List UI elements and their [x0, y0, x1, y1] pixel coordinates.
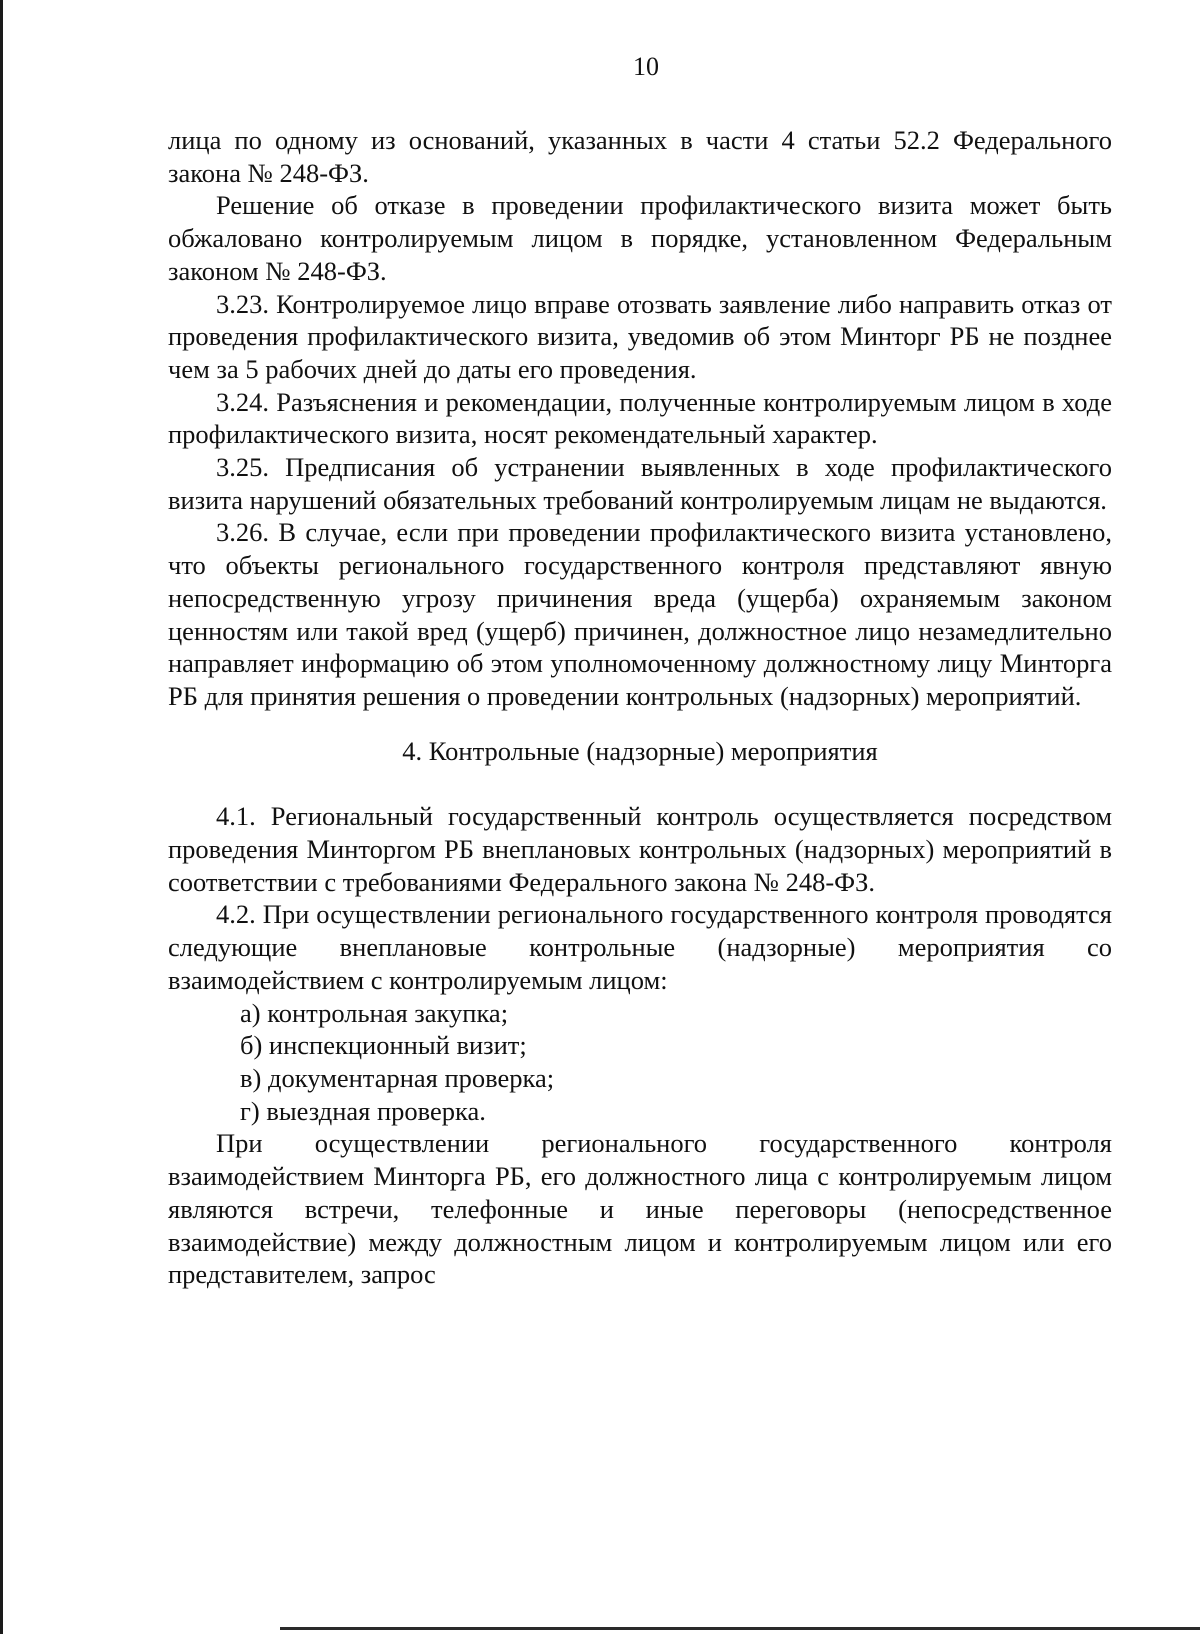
paragraph-4-1: 4.1. Региональный государственный контроль осуществляется посредством проведения Минторгом РБ внеплановых контрольных (надзорных) мероприятий в соответствии с требованиями Федерального закона № 248-ФЗ.	[168, 801, 1112, 897]
paragraph-4-2: 4.2. При осуществлении регионального государственного контроля проводятся следующие внеплановые контрольные (надзорные) мероприятия со взаимодействием с контролируемым лицом:	[168, 899, 1112, 995]
document-body	[168, 124, 1112, 1291]
list-item-b: б) инспекционный визит;	[240, 1030, 527, 1061]
list-item-g: г) выездная проверка.	[240, 1095, 486, 1126]
scan-left-edge	[0, 0, 3, 1634]
paragraph-3-25: 3.25. Предписания об устранении выявленных в ходе профилактического визита нарушений обязательных требований контролируемым лицам не выдаются.	[168, 452, 1112, 515]
list-item-v: в) документарная проверка;	[240, 1062, 555, 1093]
list-item-a: а) контрольная закупка;	[240, 997, 509, 1028]
paragraph-interaction: При осуществлении регионального государственного контроля взаимодействием Минторга РБ, его должностного лица с контролируемым лицом являются встречи, телефонные и иные переговоры (непосредственное взаимодействие) между должностным лицом и контролируемым лицом или его представителем, запрос	[168, 1128, 1112, 1290]
page-number: 10	[633, 52, 659, 81]
scan-bottom-edge	[280, 1627, 1200, 1630]
paragraph-refusal-appeal: Решение об отказе в проведении профилактического визита может быть обжаловано контролируемым лицом в порядке, установленном Федеральным законом № 248-ФЗ.	[168, 190, 1112, 286]
section-heading: 4. Контрольные (надзорные) мероприятия	[402, 735, 878, 766]
paragraph-3-26: 3.26. В случае, если при проведении профилактического визита установлено, что объекты регионального государственного контроля представляют явную непосредственную угрозу причинения вреда (ущерба) охраняемым законом ценностям или такой вред (ущерб) причинен, должностное лицо незамедлительно направляет информацию об этом уполномоченному должностному лицу Минторга РБ для принятия решения о проведении контрольных (надзорных) мероприятий.	[168, 517, 1112, 711]
paragraph-3-24: 3.24. Разъяснения и рекомендации, полученные контролируемым лицом в ходе профилактического визита, носят рекомендательный характер.	[168, 386, 1112, 450]
paragraph-continuation: лица по одному из оснований, указанных в части 4 статьи 52.2 Федерального закона № 248-ФЗ.	[168, 125, 1112, 188]
paragraph-3-23: 3.23. Контролируемое лицо вправе отозвать заявление либо направить отказ от проведения профилактического визита, уведомив об этом Минторг РБ не позднее чем за 5 рабочих дней до даты его проведения.	[168, 288, 1112, 384]
